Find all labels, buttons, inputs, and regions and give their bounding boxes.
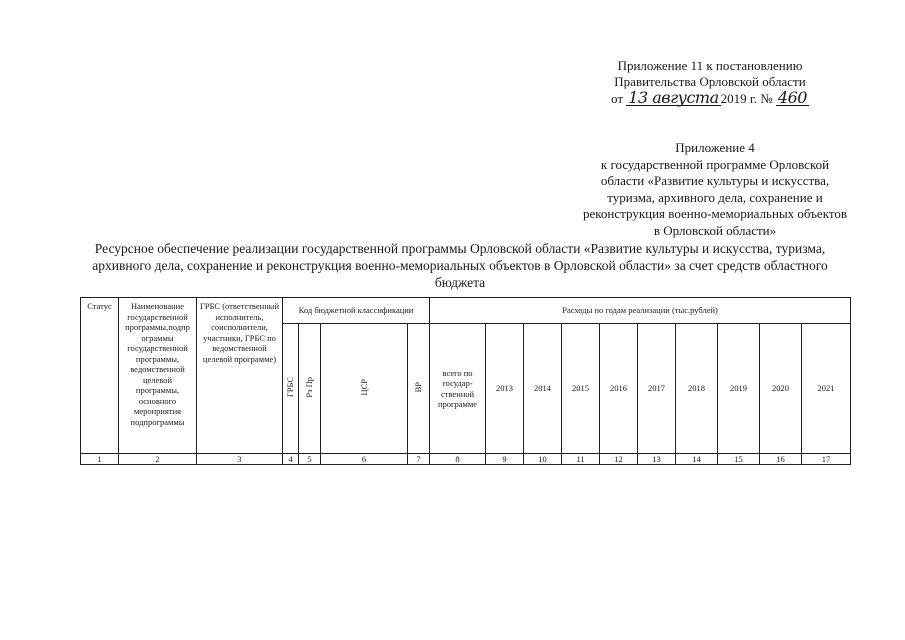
appendix-4-line: реконструкция военно-мемориальных объектов [583, 206, 847, 221]
column-number: 4 [283, 454, 299, 465]
appendix-4-header [560, 140, 870, 239]
header-year: 2013 [486, 324, 524, 454]
column-number: 11 [562, 454, 600, 465]
column-number: 3 [197, 454, 283, 465]
header-year: 2015 [562, 324, 600, 454]
header-grbs: ГРБС (ответственный исполнитель, соисполнители, участники, ГРБС по ведомственной целевой программе) [197, 298, 283, 454]
column-number: 12 [600, 454, 638, 465]
header-expenses-by-year: Расходы по годам реализации (тыс.рублей) [430, 298, 851, 324]
appendix-4-line: Приложение 4 [675, 140, 755, 155]
header-year: 2021 [802, 324, 851, 454]
column-number: 16 [760, 454, 802, 465]
header-year: 2017 [638, 324, 676, 454]
appendix-11-line1: Приложение 11 к постановлению [617, 58, 803, 73]
header-budget-code: Код бюджетной классификации [283, 298, 430, 324]
column-number: 13 [638, 454, 676, 465]
header-status: Статус [81, 298, 119, 454]
header-code-rzpr: Рз Пр [299, 324, 321, 454]
document-title: Ресурсное обеспечение реализации государственной программы Орловской области «Развитие культуры и искусства, туризма, архивного дела, сохранение и реконструкция военно-мемориальных объектов в Орловской области» за счет средств областного бюджета [92, 241, 828, 290]
column-number: 14 [676, 454, 718, 465]
header-program-name: Наименование государственной программы,подпр ограммы государственной программы, ведомственной целевой программы, основного мероприятия подпрограммы [119, 298, 197, 454]
column-number: 1 [81, 454, 119, 465]
handwritten-date: 13 августа [628, 88, 719, 107]
column-number: 5 [299, 454, 321, 465]
from-prefix: от [611, 91, 624, 106]
header-year: 2020 [760, 324, 802, 454]
appendix-4-line: области «Развитие культуры и искусства, [600, 173, 830, 188]
column-number: 10 [524, 454, 562, 465]
header-year: 2018 [676, 324, 718, 454]
year-suffix: 2019 г. № [720, 91, 773, 106]
appendix-4-line: туризма, архивного дела, сохранение и [607, 189, 823, 205]
header-code-vr: ВР [408, 324, 430, 454]
header-year: 2016 [600, 324, 638, 454]
header-code-grbs: ГРБС [283, 324, 299, 454]
column-number: 6 [321, 454, 408, 465]
appendix-4-line: в Орловской области» [653, 222, 777, 238]
handwritten-number: 460 [777, 88, 807, 107]
appendix-11-header [560, 58, 860, 107]
column-number: 2 [119, 454, 197, 465]
budget-table [80, 297, 851, 465]
header-year: 2014 [524, 324, 562, 454]
column-number: 9 [486, 454, 524, 465]
column-number: 17 [802, 454, 851, 465]
column-number: 15 [718, 454, 760, 465]
header-year: 2019 [718, 324, 760, 454]
appendix-11-line2: Правительства Орловской области [614, 74, 806, 89]
header-code-csr: ЦСР [321, 324, 408, 454]
header-total: всего по государ-ственной программе [430, 324, 486, 454]
column-number: 8 [430, 454, 486, 465]
appendix-4-line: к государственной программе Орловской [600, 156, 830, 172]
column-number-row [81, 454, 851, 465]
column-number: 7 [408, 454, 430, 465]
appendix-11-date-line [560, 90, 860, 107]
